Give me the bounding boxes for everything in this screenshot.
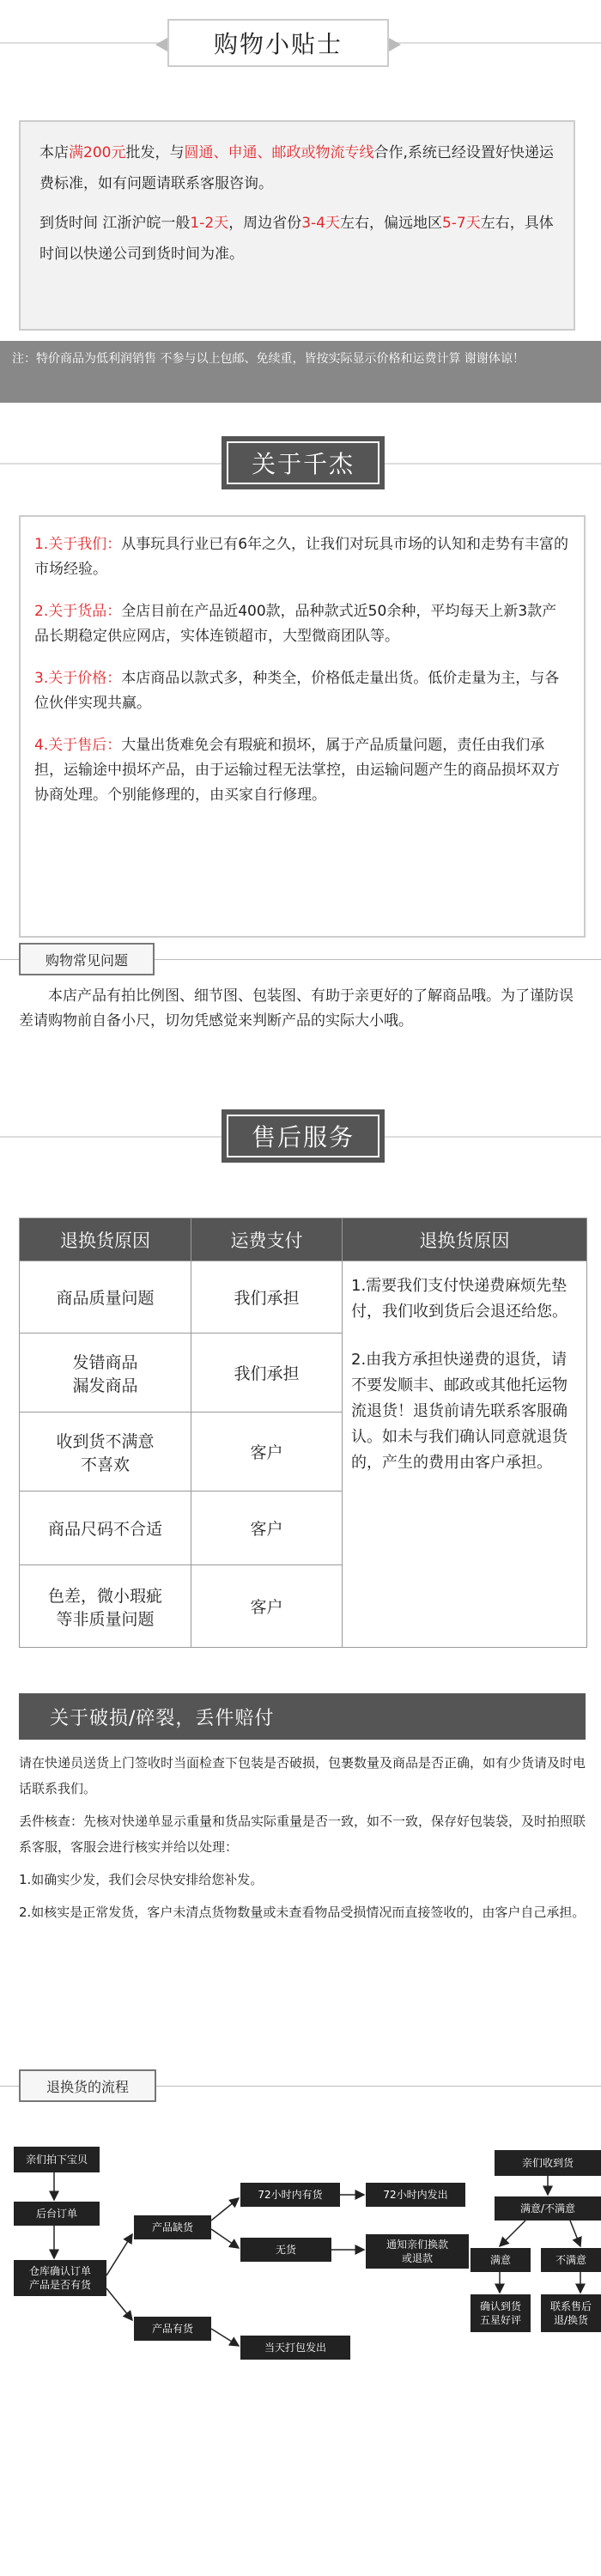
- flow-node: 亲们收到货: [495, 2150, 601, 2176]
- tips-line-2: 到货时间 江浙沪皖一般1-2天，周边省份3-4天左右，偏远地区5-7天左右，具体时间以快递公司到货时间为准。: [39, 215, 554, 263]
- flow-node: 确认到货 五星好评: [470, 2294, 531, 2332]
- table-cell-reason: 商品尺码不合适: [20, 1492, 191, 1565]
- flow-node: 72小时内发出: [366, 2183, 465, 2207]
- flow-node: 联系售后 退/换货: [541, 2294, 601, 2332]
- service-table: [19, 1218, 587, 1648]
- table-cell-pay: 客户: [191, 1492, 343, 1565]
- about-item: 2.关于货品：全店目前在产品近400款，品种款式近50余种，平均每天上新3款产品长期稳定供应网店，实体连锁超市，大型微商团队等。: [34, 603, 557, 645]
- table-cell-reason: 色差，微小瑕疵 等非质量问题: [20, 1565, 191, 1648]
- table-header: 退换货原因: [343, 1218, 587, 1261]
- flow-node: 无货: [240, 2238, 331, 2262]
- flow-node: 通知亲们换款 或退款: [366, 2234, 469, 2269]
- tips-box: [19, 120, 575, 331]
- table-cell-pay: 我们承担: [191, 1334, 343, 1413]
- tips-line-1: 本店满200元批发，与圆通、申通、邮政或物流专线合作,系统已经设置好快递运费标准，如有问题请联系客服咨询。: [39, 144, 554, 192]
- about-title: 关于千杰: [222, 436, 385, 489]
- notice-bar: 注：特价商品为低利润销售 不参与以上包邮、免续重，皆按实际显示价格和运费计算 谢谢体谅！: [0, 341, 601, 403]
- flow-node: 满意/不满意: [495, 2196, 601, 2221]
- flow-node: 产品有货: [134, 2317, 211, 2341]
- table-cell-pay: 客户: [191, 1413, 343, 1492]
- about-box: [19, 515, 586, 938]
- flow-node: 当天打包发出: [240, 2336, 350, 2360]
- service-title: 售后服务: [222, 1109, 385, 1163]
- flow-chart: [0, 2129, 601, 2490]
- table-cell-pay: 我们承担: [191, 1261, 343, 1334]
- about-item: 3.关于价格：本店商品以款式多，种类全，价格低走量出货。低价走量为主，与各位伙伴实现共赢。: [34, 670, 560, 712]
- table-cell-reason: 发错商品 漏发商品: [20, 1334, 191, 1413]
- about-item: 4.关于售后：大量出货难免会有瑕疵和损坏，属于产品质量问题，责任由我们承担，运输途中损坏产品，由于运输过程无法掌控，由运输问题产生的商品损坏双方协商处理。个别能修理的，由买家自行修理。: [34, 737, 560, 804]
- flow-node: 不满意: [541, 2248, 601, 2272]
- flow-node: 亲们拍下宝贝: [14, 2147, 100, 2172]
- table-cell-pay: 客户: [191, 1565, 343, 1648]
- flow-node: 产品缺货: [134, 2215, 211, 2239]
- table-header: 退换货原因: [20, 1218, 191, 1261]
- flow-node: 后台订单: [14, 2202, 100, 2226]
- flow-node: 72小时内有货: [240, 2183, 340, 2207]
- faq-label: 购物常见问题: [19, 943, 155, 975]
- tips-title: 购物小贴士: [167, 19, 389, 67]
- table-cell-reason: 收到货不满意 不喜欢: [20, 1413, 191, 1492]
- flow-node: 仓库确认订单 产品是否有货: [14, 2260, 106, 2296]
- damage-title: 关于破损/碎裂，丢件赔付: [19, 1693, 586, 1740]
- flow-label: 退换货的流程: [19, 2069, 156, 2102]
- about-item: 1.关于我们：从事玩具行业已有6年之久，让我们对玩具市场的认知和走势有丰富的市场经验。: [34, 536, 569, 578]
- table-cell-notes: 1.需要我们支付快递费麻烦先垫付，我们收到货后会退还给您。 2.由我方承担快递费的退货，请不要发顺丰、邮政或其他托运物流退货！退货前请先联系客服确认。如未与我们确认同意就退货的，产生的费用由客户承担。: [343, 1261, 587, 1648]
- flow-node: 满意: [470, 2248, 531, 2272]
- table-cell-reason: 商品质量问题: [20, 1261, 191, 1334]
- table-header: 运费支付: [191, 1218, 343, 1261]
- faq-text: 本店产品有拍比例图、细节图、包装图、有助于亲更好的了解商品哦。为了谨防误差请购物前自备小尺，切勿凭感觉来判断产品的实际大小哦。: [19, 987, 574, 1030]
- damage-text: 请在快递员送货上门签收时当面检查下包装是否破损，包裹数量及商品是否正确，如有少货请及时电话联系我们。 丢件核查：先核对快递单显示重量和货品实际重量是否一致，如不一致，保存好包装袋，及时拍照联系客服，客服会进行核实并给以处理： 1.如确实少发，我们会尽快安排给您补发。 2.如核实是正常发货，客户未清点货物数量或未查看物品受损情况而直接签收的，由客户自己承担。: [19, 1755, 586, 1920]
